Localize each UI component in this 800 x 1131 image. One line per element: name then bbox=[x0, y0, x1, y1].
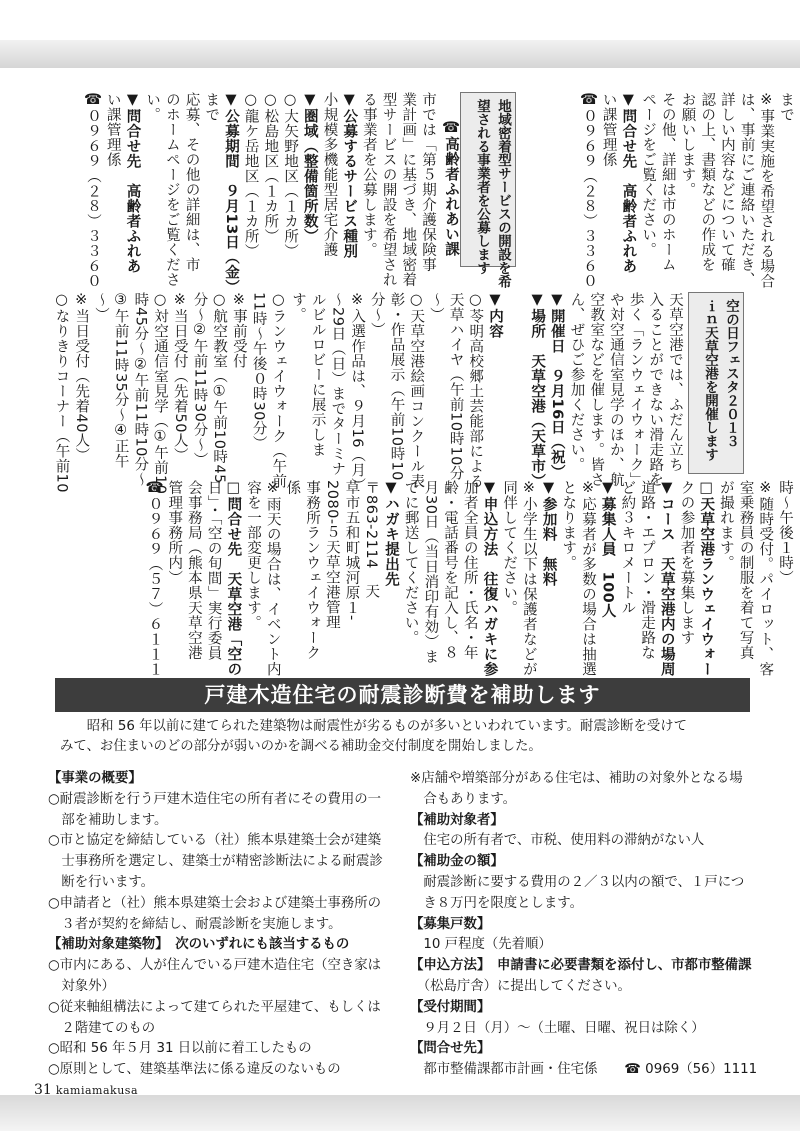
text-line: 道路・エプロン・滑走路な bbox=[639, 480, 656, 660]
text-line: は、事前にご連絡いただき、 bbox=[738, 92, 755, 287]
text-line: 同伴してください。 bbox=[501, 480, 518, 615]
text-line: 2080-５天草空港管理 bbox=[323, 480, 340, 630]
text-line: まで bbox=[203, 92, 220, 122]
text-line: 係 bbox=[284, 480, 301, 495]
text-line: ▼問合せ先 高齢者ふれあ bbox=[124, 92, 141, 274]
heading-line: 望される事業者を公募します bbox=[474, 99, 490, 275]
text-line: ～29日（日）までターミナ bbox=[329, 292, 346, 477]
text-line: 詳しい内容などについて確 bbox=[718, 92, 735, 272]
text-line: □問合せ先 天草空港「空の bbox=[225, 480, 242, 677]
right-column bbox=[410, 769, 760, 1081]
text-line: ○市内にある、人が住んでいる戸建木造住宅（空き家は bbox=[48, 958, 382, 974]
text-line: ～） bbox=[92, 292, 109, 322]
text-line: 市では「第５期介護保険事 bbox=[420, 92, 436, 272]
text-line: のホームページをご覧くださ bbox=[163, 92, 180, 287]
text-line: 【募集戸数】 bbox=[410, 916, 491, 932]
text-line: ▼圏域（整備箇所数） bbox=[301, 92, 318, 244]
text-line: ○原則として、建築基準法に係る違反のないもの bbox=[48, 1062, 341, 1078]
text-line: ▼申込方法 往復ハガキに参 bbox=[481, 480, 498, 677]
text-line: 〒863-2114 天 bbox=[363, 480, 380, 599]
text-line: ☎０９６９（２８）３３６０ bbox=[85, 92, 102, 289]
text-line: 室乗務員の制服を着て写真 bbox=[737, 480, 754, 660]
text-line: ※応募者が多数の場合は抽選 bbox=[579, 480, 596, 677]
text-line: 小規模多機能型居宅介護 bbox=[321, 92, 338, 257]
text-line: 部を補助します。 bbox=[48, 812, 168, 828]
text-line: ○申請者と（社）熊本県建築士会および建築士事務所の bbox=[48, 895, 382, 911]
text-line: でに郵送してください。 bbox=[402, 480, 419, 645]
text-line: ☎０９６９（５７）６１１１ bbox=[146, 480, 163, 677]
text-line: ○松島地区（１カ所） bbox=[262, 92, 279, 244]
intro-line: みて、お住まいのどの部分が弱いのかを調べる補助金交付制度を開始しました。 bbox=[60, 738, 542, 754]
page-footer bbox=[34, 1082, 138, 1098]
text-line: ○昭和 56 年５月 31 日以前に着工したもの bbox=[48, 1041, 312, 1057]
text-line: ▼募集人員 100人 bbox=[599, 480, 616, 619]
text-line: 管理事務所内） bbox=[166, 480, 183, 585]
text-line: ※店舗や増築部分がある住宅は、補助の対象外となる場 bbox=[410, 771, 743, 786]
text-line: ○従来軸組構法によって建てられた平屋建て、もしくは bbox=[48, 999, 381, 1015]
col1-heading-contact: ☎高齢者ふれあい課 bbox=[443, 120, 459, 257]
heading-line: 空の日フェスタ２０１３ bbox=[723, 299, 739, 448]
text-line: 都市整備課都市計画・住宅係 ☎ 0969（56）1111 bbox=[410, 1062, 758, 1078]
text-line: ▼公募するサービス種別 bbox=[341, 92, 358, 259]
text-line: ○対空通信室見学（①午前10 bbox=[152, 292, 169, 495]
text-line: ▼場所 天草空港（天草市） bbox=[529, 292, 546, 489]
text-line: ▼公募期間 ９月13日（金） bbox=[222, 92, 239, 295]
text-line: 歩く「ランウェイウォーク」 bbox=[627, 292, 644, 487]
bottom-band bbox=[0, 1095, 800, 1131]
col2-intro-text bbox=[506, 292, 684, 489]
text-line: す。 bbox=[289, 292, 306, 322]
text-line: （松島庁舎）に提出してください。 bbox=[410, 978, 631, 994]
text-line: となります。 bbox=[560, 480, 577, 570]
intro-text bbox=[60, 717, 750, 756]
col3-text bbox=[52, 480, 794, 677]
top-band bbox=[0, 40, 800, 68]
text-line: ○ランウェイウォーク（午前 bbox=[270, 292, 287, 489]
text-line: ２階建てのもの bbox=[48, 1020, 156, 1036]
text-line: 【問合せ先】 bbox=[410, 1041, 491, 1057]
text-line: い課管理係 bbox=[104, 92, 121, 167]
text-line: 月30日（当日消印有効）ま bbox=[422, 480, 439, 665]
text-line: が撮れます。 bbox=[717, 480, 734, 570]
text-line: ん、ぜひご参加ください。 bbox=[568, 292, 585, 472]
text-line: ○耐震診断を行う戸建木造住宅の所有者にその費用の一 bbox=[48, 791, 382, 807]
col1-article-heading bbox=[460, 92, 516, 288]
text-line: 彰・作品展示（午前10時10 bbox=[388, 292, 405, 481]
text-line: い。 bbox=[144, 92, 161, 122]
text-line: 分～②午前11時30分～） bbox=[191, 292, 208, 468]
text-line: 耐震診断に要する費用の２／３以内の額で、１戸につ bbox=[410, 874, 745, 890]
text-line: ○なりきりコーナー（午前10 bbox=[53, 292, 70, 493]
text-line: ▼開催日 ９月16日（祝） bbox=[548, 292, 565, 480]
text-line: 時45分～②午前11時10分～ bbox=[132, 292, 149, 487]
text-line: ○市と協定を締結している（社）熊本県建築士会が建築 bbox=[48, 833, 382, 849]
text-line: 【申込方法】 申請書に必要書類を添付し、市都市整備課 bbox=[410, 958, 752, 974]
text-line: 齢・電話番号を記入し、８ bbox=[442, 480, 459, 660]
intro-line: 昭和 56 年以前に建てられた建築物は耐震性が劣るものが多いといわれています。耐震診断を受けて bbox=[60, 719, 688, 734]
text-line: 11時～午後０時30分） bbox=[250, 292, 267, 451]
text-line: 断を行います。 bbox=[48, 874, 155, 890]
text-line: 業計画」に基づき、地域密着 bbox=[400, 92, 417, 287]
text-line: ▼参加料 無料 bbox=[540, 480, 557, 587]
text-line: い課管理係 bbox=[600, 92, 617, 167]
text-line: ※小学生以下は保護者などが bbox=[520, 480, 537, 677]
text-line: ▼コース 天草空港内の場周 bbox=[658, 480, 675, 677]
text-line: 【事業の概要】 bbox=[48, 771, 142, 786]
text-line: る事業者を公募します。 bbox=[360, 92, 377, 257]
text-line: 分～） bbox=[368, 292, 385, 337]
article-banner: 戸建木造住宅の耐震診断費を補助します bbox=[55, 678, 750, 712]
text-line: 会事務局（熊本県天草空港 bbox=[185, 480, 202, 660]
text-line: ルビルロビーに展示しま bbox=[309, 292, 326, 457]
text-line: □天草空港ランウェイウォー bbox=[698, 480, 715, 677]
text-line: ※事前受付 bbox=[230, 292, 247, 369]
text-line: ▼問合せ先 高齢者ふれあ bbox=[620, 92, 637, 274]
col2-article-heading bbox=[688, 292, 744, 474]
text-line: ○大矢野地区（１カ所） bbox=[282, 92, 299, 259]
text-line: 認の上、書類などの作成を bbox=[699, 92, 716, 272]
text-line: 【補助金の額】 bbox=[410, 854, 504, 870]
text-line: 加者全員の住所・氏名・年 bbox=[461, 480, 478, 660]
text-line: 入ることができない滑走路を bbox=[647, 292, 664, 487]
text-line: ページをご覧ください。 bbox=[640, 92, 657, 257]
text-line: 草市五和町城河原１- bbox=[343, 480, 360, 621]
text-line: ※当日受付（先着50人） bbox=[171, 292, 188, 463]
text-line: ９月２日（月）～（土曜、日曜、祝日は除く） bbox=[410, 1020, 705, 1036]
text-line: クの参加者を募集します bbox=[678, 480, 695, 645]
text-line: 【補助対象者】 bbox=[410, 812, 504, 828]
text-line: ※入選作品は、９月16（月） bbox=[349, 292, 366, 493]
text-line: ※雨天の場合は、イベント内 bbox=[264, 480, 281, 677]
text-line: 時～午後１時） bbox=[777, 480, 793, 585]
text-line: 容を一部変更します。 bbox=[245, 480, 262, 630]
text-line: ○龍ケ岳地区（１カ所） bbox=[242, 92, 259, 259]
left-column bbox=[48, 769, 413, 1081]
text-line: き８万円を限度とします。 bbox=[410, 895, 584, 911]
col2-contents-text bbox=[52, 292, 504, 495]
heading-line: ｉｎ天草空港を開催します bbox=[702, 299, 718, 461]
text-line: ※当日受付（先着40人） bbox=[73, 292, 90, 463]
text-line: ○苓明高校郷土芸能部による bbox=[467, 292, 484, 489]
text-line: ▼内容 bbox=[487, 292, 503, 339]
heading-line: 地域密着型サービスの開設を希 bbox=[495, 99, 511, 288]
text-line: や対空通信室見学のほか、航 bbox=[607, 292, 624, 487]
text-line: ～） bbox=[427, 292, 444, 322]
text-line: 事務所ランウェイウォーク bbox=[304, 480, 321, 660]
text-line: まで bbox=[778, 92, 794, 122]
text-line: 空教室などを催します。皆さ bbox=[588, 292, 605, 487]
text-line: その他、詳細は市のホーム bbox=[659, 92, 676, 272]
text-line: 型サービスの開設を希望され bbox=[380, 92, 397, 287]
text-line: 10 戸程度（先着順） bbox=[410, 937, 552, 953]
page-number: 31 bbox=[34, 1082, 52, 1098]
text-line: ど約３キロメートル bbox=[619, 480, 636, 615]
text-line: 住宅の所有者で、市税、使用料の滞納がない人 bbox=[410, 833, 705, 849]
text-line: 【受付期間】 bbox=[410, 999, 491, 1015]
text-line: ※随時受付。パイロット、客 bbox=[757, 480, 774, 677]
text-line: 士事務所を選定し、建築士が精密診断法による耐震診 bbox=[48, 854, 383, 870]
text-line: ○航空教室（①午前10時45 bbox=[211, 292, 228, 484]
text-line: 天草ハイヤ（午前10時10分 bbox=[447, 292, 464, 481]
text-line: ３者が契約を締結し、耐震診断を実施します。 bbox=[48, 916, 342, 932]
text-line: 合もあります。 bbox=[410, 791, 517, 807]
text-line: ○天草空港絵画コンクール表 bbox=[408, 292, 425, 489]
text-line: 【補助対象建築物】 次のいずれにも該当するもの bbox=[48, 937, 350, 953]
text-line: ※事業実施を希望される場合 bbox=[758, 92, 775, 289]
text-line: お願いします。 bbox=[679, 92, 696, 197]
text-line: 日」・「空の旬間」実行委員 bbox=[205, 480, 222, 661]
text-line: 対象外） bbox=[48, 978, 115, 994]
text-line: ▼ハガキ提出先 bbox=[382, 480, 399, 587]
text-line: ③午前11時35分～④正午 bbox=[112, 292, 129, 469]
text-line: 天草空港では、ふだん立ち bbox=[667, 292, 683, 472]
text-line: 応募、その他の詳細は、市 bbox=[183, 92, 200, 272]
text-line: ☎０９６９（２８）３３６０ bbox=[580, 92, 597, 289]
magazine-name: kamiamakusa bbox=[55, 1084, 139, 1097]
